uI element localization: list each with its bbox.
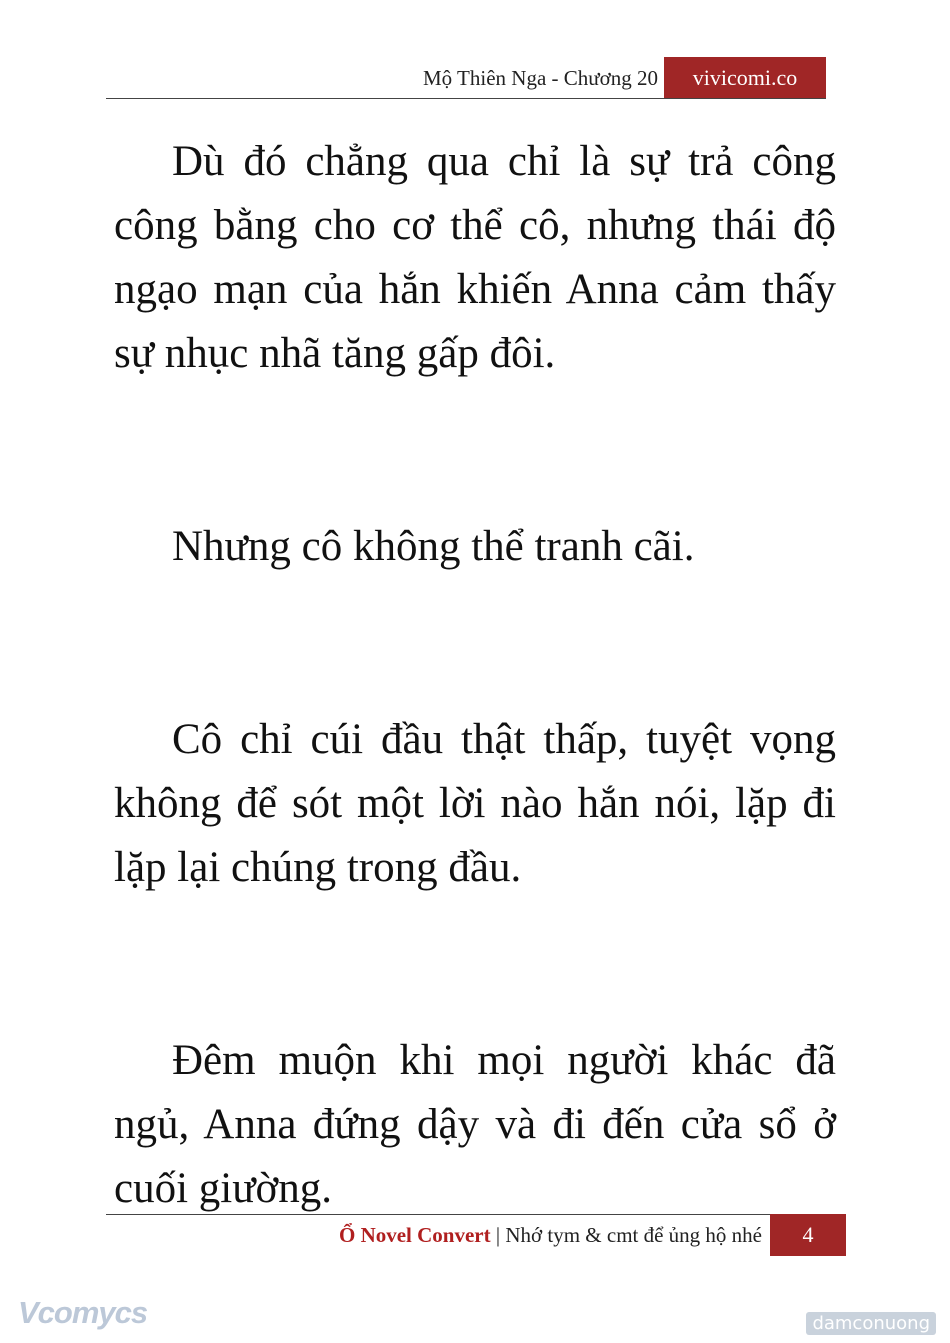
footer-brand: Ổ Novel Convert — [338, 1223, 491, 1247]
page-header — [106, 57, 826, 99]
page-footer — [106, 1214, 846, 1256]
paragraph-3: Cô chỉ cúi đầu thật thấp, tuyệt vọng không để sót một lời nào hắn nói, lặp đi lặp lại chúng trong đầu. — [114, 716, 836, 891]
paragraph-2: Nhưng cô không thể tranh cãi. — [172, 523, 695, 570]
header-divider — [106, 98, 826, 99]
watermark-logo-right: damconuong — [806, 1312, 936, 1335]
site-badge: vivicomi.co — [664, 57, 826, 99]
watermark-logo-left: Vcomycs — [18, 1295, 148, 1330]
footer-separator: | — [495, 1223, 501, 1247]
paragraph-4: Đêm muộn khi mọi người khác đã ngủ, Anna đứng dậy và đi đến cửa sổ ở cuối giường. — [114, 1037, 836, 1212]
paragraph-1: Dù đó chẳng qua chỉ là sự trả công công bằng cho cơ thể cô, nhưng thái độ ngạo mạn của hắn khiến Anna cảm thấy sự nhục nhã tăng gấp đôi. — [114, 138, 836, 377]
chapter-title: Mộ Thiên Nga - Chương 20 — [423, 66, 658, 90]
footer-divider — [106, 1214, 846, 1215]
page-number: 4 — [770, 1214, 846, 1256]
footer-text — [339, 1223, 762, 1248]
footer-message: Nhớ tym & cmt để ủng hộ nhé — [505, 1223, 762, 1247]
story-text — [114, 130, 836, 1221]
